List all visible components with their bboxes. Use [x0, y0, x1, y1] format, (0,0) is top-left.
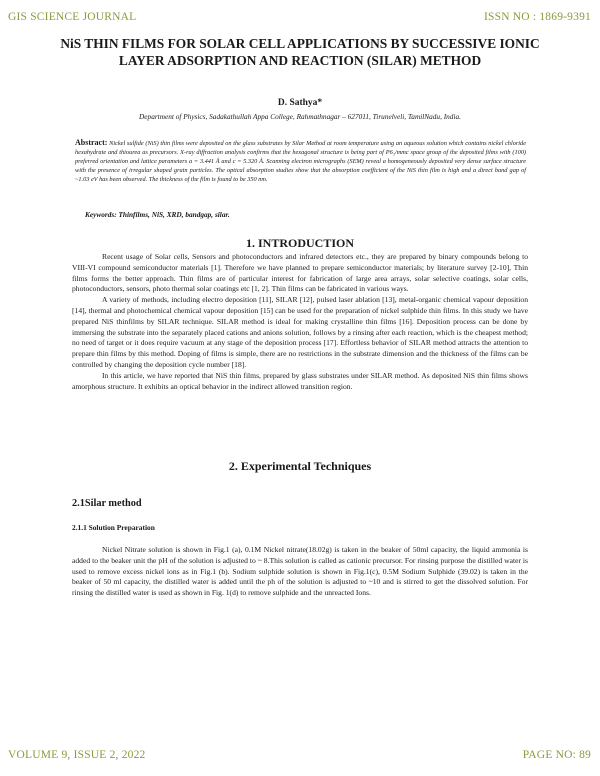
author-name: D. Sathya*	[277, 98, 323, 108]
journal-name: GIS SCIENCE JOURNAL	[8, 11, 137, 23]
solution-preparation-heading: 2.1.1 Solution Preparation	[72, 523, 155, 532]
experimental-heading: 2. Experimental Techniques	[228, 459, 372, 473]
silar-method-heading: 2.1Silar method	[72, 498, 142, 509]
solution-preparation-body	[72, 545, 528, 599]
intro-paragraph-3: In this article, we have reported that NiS thin films, prepared by glass substrates under SILAR method. As deposited NiS thin films shows amorphous structure. It exhibits an optical behavior in the indirect allowed transition region.	[72, 370, 528, 391]
intro-paragraph-2: A variety of methods, including electro deposition [11], SILAR [12], pulsed laser ablation [13], metal-organic chemical vapour deposition [14], thermal and photochemical chemical vapour deposition [15] can be used for the preparation of nickel sulphide thin films. In this study we have prepared NiS thinfilms by SILAR technique. SILAR method is ideal for making crystalline thin films [16]. Deposition process can be done by immersing the substrate into the separately placed cations and anions solution, follows by a rinsing after each reaction, which is the cheapest method; no need of target or it does require vacuum at any stage of the deposition process [17]. Effortless behavior of SILAR method attracts the attention to prepare thin films by this method. Doping of films is simple, there are no restrictions in the substrate dimension and the thickness of the films can be controlled by changing the deposition cycle number [18].	[72, 295, 528, 369]
introduction-body	[72, 252, 528, 392]
keywords: Keywords: Thinfilms, NiS, XRD, bandgap, silar.	[85, 210, 230, 219]
abstract	[75, 139, 526, 185]
page-number: PAGE NO: 89	[522, 749, 591, 761]
prep-paragraph-1: Nickel Nitrate solution is shown in Fig.1 (a), 0.1M Nickel nitrate(18.02g) is taken in the beaker of 50ml capacity, the liquid ammonia is added to the beaker unit the pH of the solution is adjusted to ~ 8.This solution is called as cationic precursor. For rinsing purpose the distilled water is used to remove excess nickel ions as in Fig.1 (b). Sodium sulphide solution is shown in Fig.1(c), 0.5M Sodium Sulphide (39.02) is taken in the beaker of 50 ml capacity, the distilled water is added until the ph of the solution is adjusted to ~10 and is stirred to get the dissolved solution. For rinsing the distilled water is used as shown in Fig. 1(d) to remove sulphide and the unreacted Ions.	[72, 545, 528, 598]
issn-number: ISSN NO : 1869-9391	[484, 11, 591, 23]
abstract-text: Nickel sulfide (NiS) thin films were deposited on the glass substrates by Silar Method at room temperature using an aqueous solution which contains nickel chloride hexahydrate and thiourea as precursors. X-ray diffraction analysis confirms that the hexagonal structure is being part of P6₃/mmc space group of the deposited films with (100) preferred orientation and lattice parameters a = 3.441 Å and c = 5.320 Å. Scanning electron micrographs (SEM) reveal a homogeneously deposited very dense surface structure with the presence of irregular shaped grain particles. The optical absorption studies show that the absorption coefficient of the NiS thin film is high and a direct band gap of ~1.03 eV has been observed. The thickness of the film is found to be 350 nm.	[75, 140, 526, 183]
introduction-heading: 1. INTRODUCTION	[245, 236, 354, 250]
abstract-label: Abstract:	[75, 138, 108, 147]
intro-paragraph-1: Recent usage of Solar cells, Sensors and photoconductors and infrared detectors etc., they are prepared by binary compounds belong to VIII-VI compound semiconductor materials [1]. Therefore we have planned to prepare semiconductor materials; by literature survey [2-10], Thin films forms the better approach. Thin films are of particular interest for fabrication of large area arrays, solar selective coatings, solar cells, photoconductors, sensors, photo thermal solar coatings etc [1, 2]. Thin films can be fabricated in various ways.	[72, 252, 528, 294]
volume-issue: VOLUME 9, ISSUE 2, 2022	[8, 749, 146, 761]
paper-title: NiS THIN FILMS FOR SOLAR CELL APPLICATIONS BY SUCCESSIVE IONIC LAYER ADSORPTION AND REACTION (SILAR) METHOD	[60, 36, 540, 68]
author-affiliation: Department of Physics, Sadakathullah Appa College, Rahmathnagar – 627011, Tirunelveli, TamilNadu, India.	[139, 112, 461, 121]
